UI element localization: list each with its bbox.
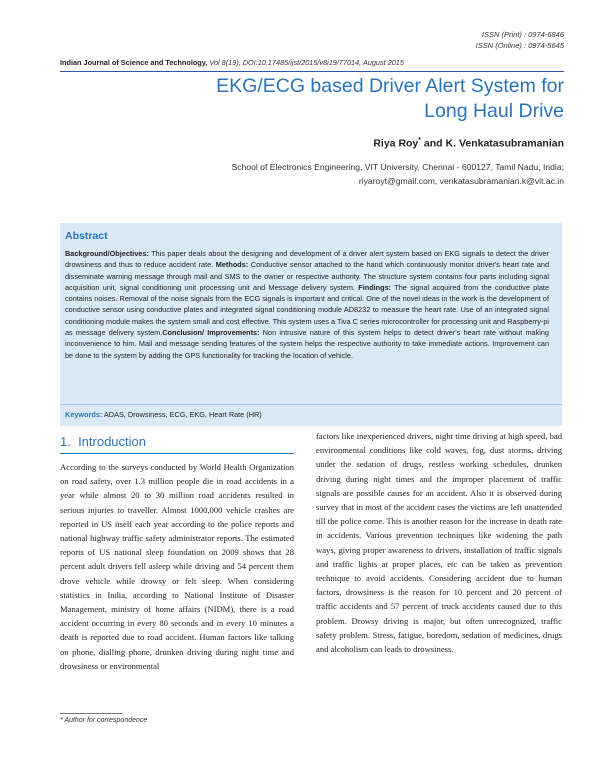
journal-citation (60, 58, 562, 67)
author-conjunction: and (421, 137, 446, 150)
affiliation-address: School of Electronics Engineering, VIT University, Chennai - 600127, Tamil Nadu, India; (231, 162, 564, 172)
abstract-text-conclusion: Non intrusive nature of this system helps to detect driver's heart rate without making inconvenience to him. Mail and message sending features of the system helps the respective authority to take immediate actions. Improvement can be done to the system by adding the GPS functionality for tracking the location of vehicle. (65, 328, 549, 360)
keywords-label: Keywords: (65, 410, 103, 419)
abstract-body (65, 248, 549, 361)
title-line-1: EKG/ECG based Driver Alert System for (216, 75, 564, 97)
correspondence-mark: * (418, 137, 422, 144)
keywords (65, 410, 262, 419)
section-1-rule (60, 453, 294, 454)
author-list (373, 137, 564, 150)
author-1: Riya Roy (373, 137, 419, 150)
footnote-rule (60, 713, 122, 714)
keywords-rule (60, 404, 562, 405)
journal-details: Vol 8(19), DOI:10.17485/ijst/2015/v8i19/77014, August 2015 (209, 58, 404, 67)
body-paragraph-right: factors like inexperienced drivers, night time driving at high speed, bad environmental conditions like cold waves, fog, dust storms, driving under the sedation of drugs, restless working schedules, drunken driving during night times and the improper placement of traffic signals are possible causes for an accident. Also it is observed during survey that in most of the accident cases the victims are left unattended till the police come. This is another reason for the increase in death rate in accidents. Various prevention techniques like widening the path ways, giving proper awareness to drivers, installation of traffic signals and traffic lights at proper places, etc can be taken as prevention technique to avoid accidents. Considering accident due to human factors, drowsiness is the reason for 10 percent and 20 percent of traffic accidents and 57 percent of truck accidents caused due to this problem. Drowsy driving is major, but often unrecognized, traffic safety problem. Stress, fatigue, boredom, sedation of medicines, drugs and alcoholism can leads to drowsiness. (316, 431, 562, 655)
abstract-text-methods: Conductive sensor attached to the hand which continuously monitor driver's heart rate and disseminate warning message through mail and SMS to the owner or respective authority. The structure system contains four parts including signal acquisition unit, signal conditioning unit processing unit and Message delivery system. (65, 260, 550, 292)
body-column-right (316, 429, 562, 656)
author-2: K. Venkatasubramanian (445, 137, 564, 150)
abstract-text-findings: The signal acquired from the conductive plate contains noises. Removal of the noise signals from the ECG signals is important and critical. One of the novel ideas in the work is the development of conductive sensor using conductive plates and integrated signal conditioning module AD8232 to measure the heart rate. Use of an integrated signal conditioning module makes the system small and cost effective. This system uses a Tiva C series microcontroller for processing unit and Raspberry-pi as message delivery system. (65, 282, 549, 338)
abstract-label-methods: Methods: (215, 260, 249, 270)
issn-print: ISSN (Print) : 0974-6846 (481, 30, 564, 39)
affiliation (232, 160, 564, 188)
section-1-title: 1. Introduction (60, 434, 146, 449)
title-line-2: Long Haul Drive (424, 100, 564, 122)
abstract-label-conclusion: Conclusion/ Improvements: (162, 328, 260, 338)
abstract-text-background: This paper deals about the designing and development of a driver alert system based on EKG signals to detect the driver drowsiness and thus to reduce accident rate. (65, 249, 549, 270)
affiliation-emails: riyaroyt@gmail.com, venkatasubramanian.k@vit.ac.in (358, 176, 564, 186)
abstract-heading: Abstract (65, 230, 108, 242)
abstract-label-findings: Findings: (358, 282, 392, 292)
journal-name: Indian Journal of Science and Technology, (60, 58, 208, 67)
keywords-text: ADAS, Drowsiness, ECG, EKG, Heart Rate (HR) (102, 410, 262, 419)
issn-online: ISSN (Online) : 0974-5645 (475, 41, 564, 50)
body-paragraph-left: According to the surveys conducted by World Health Organization on road safety, over 1.3 million people die in road accidents in a year while almost 20 to 30 million road accidents resulted in serious injuries to traveller. Almost 1000,000 vehicle crashes are reported in US itself each year according to the police reports and national highway traffic safety administrator reports. The estimated reports of US national sleep foundation on 2009 shows that 28 percent adult drivers fell asleep while driving and 54 percent them drove vehicle while drowsy or felt sleep. When considering statistics in India, according to National Institute of Disaster Management, ministry of home affairs (NIDM), there is a road accident occurring in every 80 seconds and in every 10 minutes a death is reported due to road accident. Human factors like talking on phone, dialling phone, drunken driving during night time and drowsiness or environmental (60, 462, 294, 671)
abstract-label-background: Background/Objectives: (65, 249, 149, 258)
header-rule (60, 71, 564, 72)
body-column-left (60, 460, 294, 673)
paper-title (216, 74, 564, 124)
footnote: * Author for correspondence (60, 717, 148, 724)
